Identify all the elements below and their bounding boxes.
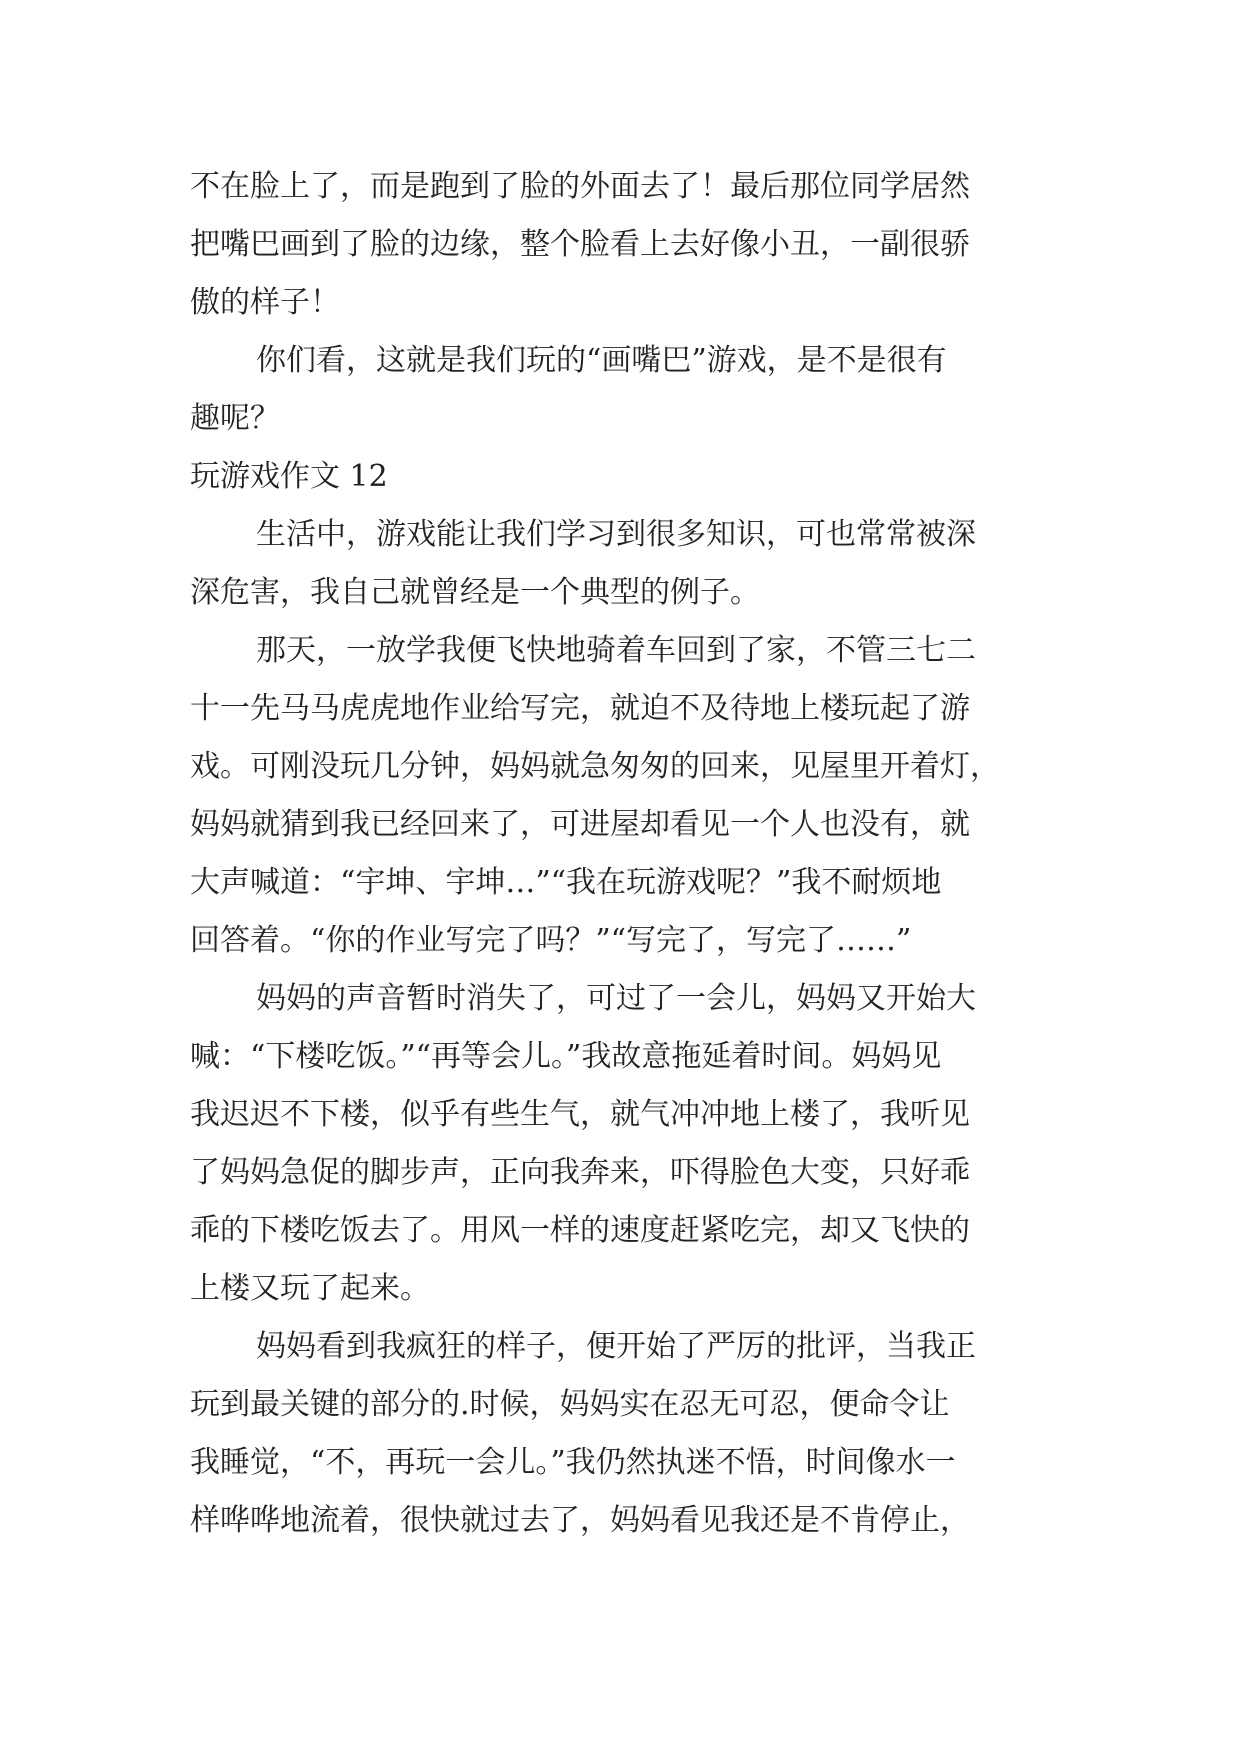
document-body — [190, 158, 1060, 1550]
text-line: 大声喊道：“宇坤、宇坤…”“我在玩游戏呢？”我不耐烦地 — [190, 865, 942, 900]
text-line: 我睡觉，“不，再玩一会儿。”我仍然执迷不悟，时间像水一 — [190, 1445, 956, 1480]
text-line: 戏。可刚没玩几分钟，妈妈就急匆匆的回来，见屋里开着灯， — [190, 749, 1000, 784]
text-line: 十一先马马虎虎地作业给写完，就迫不及待地上楼玩起了游 — [190, 691, 970, 726]
text-line: 不在脸上了，而是跑到了脸的外面去了！最后那位同学居然 — [190, 169, 970, 204]
paragraph-start-line: 妈妈看到我疯狂的样子，便开始了严厉的批评，当我正 — [256, 1329, 976, 1364]
text-line: 乖的下楼吃饭去了。用风一样的速度赶紧吃完，却又飞快的 — [190, 1213, 970, 1248]
text-line: 傲的样子！ — [190, 285, 340, 320]
text-line: 上楼又玩了起来。 — [190, 1271, 430, 1306]
text-line: 样哗哗地流着，很快就过去了，妈妈看见我还是不肯停止， — [190, 1503, 970, 1538]
text-line: 玩到最关键的部分的.时候，妈妈实在忍无可忍，便命令让 — [190, 1387, 950, 1422]
text-line: 喊：“下楼吃饭。”“再等会儿。”我故意拖延着时间。妈妈见 — [190, 1039, 942, 1074]
text-line: 把嘴巴画到了脸的边缘，整个脸看上去好像小丑，一副很骄 — [190, 227, 970, 262]
text-line: 深危害，我自己就曾经是一个典型的例子。 — [190, 575, 760, 610]
text-line: 我迟迟不下楼，似乎有些生气，就气冲冲地上楼了，我听见 — [190, 1097, 970, 1132]
paragraph-start-line: 那天，一放学我便飞快地骑着车回到了家，不管三七二 — [256, 633, 976, 668]
text-line: 回答着。“你的作业写完了吗？”“写完了，写完了……” — [190, 923, 912, 958]
section-heading: 玩游戏作文 12 — [190, 459, 388, 494]
paragraph-start-line: 生活中，游戏能让我们学习到很多知识，可也常常被深 — [256, 517, 976, 552]
paragraph-start-line: 你们看，这就是我们玩的“画嘴巴”游戏，是不是很有 — [256, 343, 947, 378]
text-line: 趣呢？ — [190, 401, 280, 436]
text-line: 妈妈就猜到我已经回来了，可进屋却看见一个人也没有，就 — [190, 807, 970, 842]
paragraph-start-line: 妈妈的声音暂时消失了，可过了一会儿，妈妈又开始大 — [256, 981, 976, 1016]
text-line: 了妈妈急促的脚步声，正向我奔来，吓得脸色大变，只好乖 — [190, 1155, 970, 1190]
